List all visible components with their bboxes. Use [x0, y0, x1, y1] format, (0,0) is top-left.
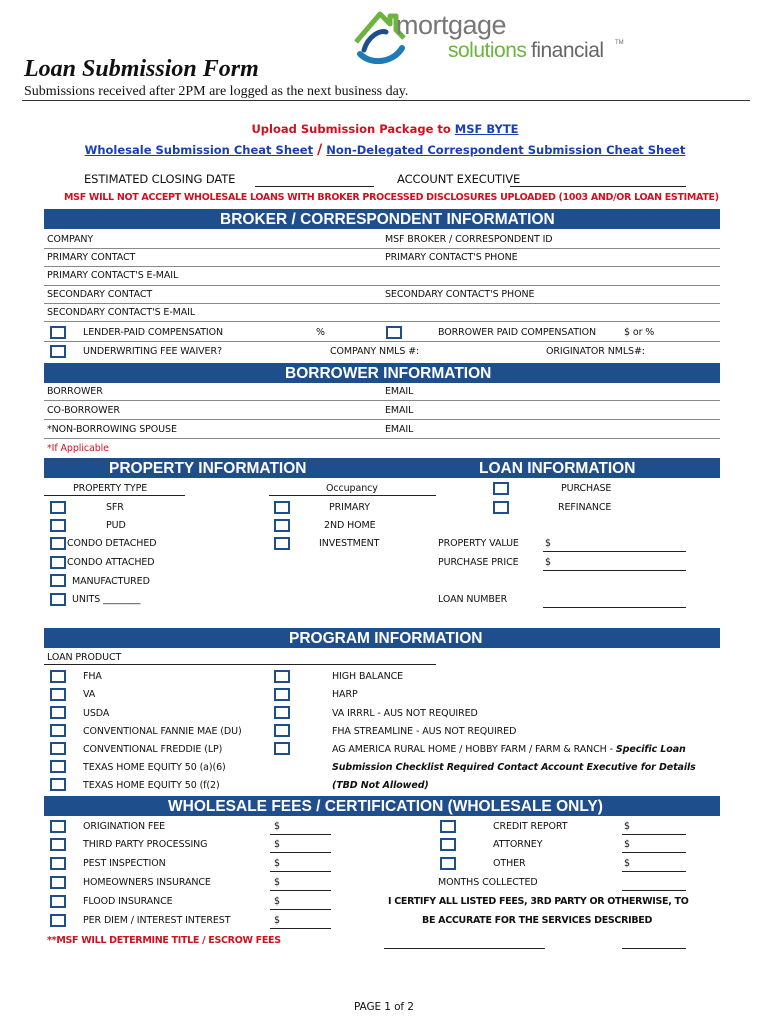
property-type-label: PROPERTY TYPE: [73, 483, 148, 494]
flood-insurance-checkbox[interactable]: [50, 895, 66, 908]
pest-inspection-checkbox[interactable]: [50, 857, 66, 870]
product-harp: HARP: [332, 689, 358, 700]
property-heading: PROPERTY INFORMATION: [109, 460, 307, 477]
occupancy-underline: [269, 495, 436, 496]
row-divider: [44, 266, 720, 267]
credit-report-field[interactable]: [622, 834, 686, 835]
per-diem-checkbox[interactable]: [50, 914, 66, 927]
purchase-price-label: PURCHASE PRICE: [438, 557, 519, 568]
primary-occupancy-checkbox[interactable]: [274, 501, 290, 514]
loan-number-field[interactable]: [543, 607, 686, 608]
ag-america-note: Submission Checklist Required Contact Account Executive for Details: [332, 762, 696, 773]
link-separator: /: [317, 142, 323, 158]
originator-nmls-field[interactable]: ORIGINATOR NMLS#:: [546, 346, 645, 357]
msf-byte-link[interactable]: MSF BYTE: [454, 122, 519, 136]
other-fee-checkbox[interactable]: [440, 857, 456, 870]
account-executive-label: ACCOUNT EXECUTIVE: [397, 172, 521, 186]
third-party-processing-field[interactable]: [270, 852, 331, 853]
company-field[interactable]: COMPANY: [47, 234, 94, 245]
property-type-units: UNITS ________: [72, 594, 141, 605]
texas-a6-checkbox[interactable]: [50, 760, 66, 773]
occupancy-2nd-home: 2ND HOME: [324, 520, 376, 531]
secondary-phone-field[interactable]: SECONDARY CONTACT'S PHONE: [385, 289, 535, 300]
uw-fee-waiver-label: UNDERWRITING FEE WAIVER?: [83, 346, 222, 357]
upload-prefix: Upload Submission Package to: [251, 122, 455, 136]
co-borrower-field[interactable]: CO-BORROWER: [47, 405, 120, 416]
cheat-sheet-line: [0, 142, 770, 158]
fha-streamline-checkbox[interactable]: [274, 724, 290, 737]
fee-origination: ORIGINATION FEE: [83, 821, 166, 832]
occupancy-primary: PRIMARY: [329, 502, 370, 513]
date-line[interactable]: [622, 948, 686, 949]
signature-line[interactable]: [384, 948, 545, 949]
product-texas-f2: TEXAS HOME EQUITY 50 (f(2): [83, 780, 220, 791]
loan-number-label: LOAN NUMBER: [438, 594, 508, 605]
row-divider: [44, 400, 720, 401]
nbs-email-field[interactable]: EMAIL: [385, 424, 414, 435]
secondary-email-field[interactable]: SECONDARY CONTACT'S E-MAIL: [47, 307, 196, 318]
occupancy-investment: INVESTMENT: [319, 538, 380, 549]
origination-fee-checkbox[interactable]: [50, 820, 66, 833]
loan-purpose-purchase: PURCHASE: [561, 483, 612, 494]
occupancy-label: Occupancy: [326, 483, 378, 494]
company-logo: [350, 8, 630, 64]
loan-product-underline: [44, 664, 436, 665]
third-party-processing-dollar: $: [274, 839, 280, 850]
row-divider: [44, 341, 720, 342]
row-divider: [44, 438, 720, 439]
header-rule: [22, 100, 750, 101]
row-divider: [44, 419, 720, 420]
second-home-checkbox[interactable]: [274, 519, 290, 532]
attorney-field[interactable]: [622, 852, 686, 853]
broker-disclosure-notice: MSF WILL NOT ACCEPT WHOLESALE LOANS WITH BROKER PROCESSED DISCLOSURES UPLOADED (1003 AND/OR LOAN ESTIMATE): [64, 192, 719, 203]
page-number: PAGE 1 of 2: [354, 1001, 414, 1013]
third-party-processing-checkbox[interactable]: [50, 838, 66, 851]
loan-heading: LOAN INFORMATION: [479, 460, 636, 477]
uw-fee-waiver-checkbox[interactable]: [50, 345, 66, 358]
property-type-underline: [44, 495, 185, 496]
per-diem-dollar: $: [274, 915, 280, 926]
per-diem-field[interactable]: [270, 928, 331, 929]
product-va-irrrl: VA IRRRL - AUS NOT REQUIRED: [332, 708, 478, 719]
va-checkbox[interactable]: [50, 688, 66, 701]
purchase-price-dollar: $: [545, 557, 551, 568]
secondary-contact-field[interactable]: SECONDARY CONTACT: [47, 289, 153, 300]
program-section-header: PROGRAM INFORMATION: [44, 628, 720, 648]
product-va: VA: [83, 689, 96, 700]
fee-attorney: ATTORNEY: [493, 839, 543, 850]
homeowners-insurance-field[interactable]: [270, 890, 331, 891]
investment-checkbox[interactable]: [274, 537, 290, 550]
fannie-mae-checkbox[interactable]: [50, 724, 66, 737]
product-fha-streamline: FHA STREAMLINE - AUS NOT REQUIRED: [332, 726, 517, 737]
estimated-closing-label: ESTIMATED CLOSING DATE: [84, 172, 236, 186]
row-divider: [44, 285, 720, 286]
lender-paid-percent: %: [316, 327, 325, 338]
product-freddie: CONVENTIONAL FREDDIE (LP): [83, 744, 223, 755]
row-divider: [44, 321, 720, 322]
borrower-email-field[interactable]: EMAIL: [385, 386, 414, 397]
months-collected-field[interactable]: [622, 890, 686, 891]
account-executive-field[interactable]: [510, 186, 686, 187]
borrower-paid-unit: $ or %: [624, 327, 655, 338]
non-borrowing-spouse-field[interactable]: *NON-BORROWING SPOUSE: [47, 424, 177, 435]
other-fee-field[interactable]: [622, 871, 686, 872]
title-escrow-note: **MSF WILL DETERMINE TITLE / ESCROW FEES: [47, 935, 281, 946]
property-type-condo-attached: CONDO ATTACHED: [67, 557, 155, 568]
loan-product-label: LOAN PRODUCT: [47, 652, 122, 663]
certification-line-2: BE ACCURATE FOR THE SERVICES DESCRIBED: [422, 915, 653, 926]
upload-line: [0, 122, 770, 136]
other-fee-dollar: $: [624, 858, 630, 869]
lender-paid-label: LENDER-PAID COMPENSATION: [83, 327, 224, 338]
logo-word-solutions: solutions: [448, 39, 527, 62]
product-ag-america: AG AMERICA RURAL HOME / HOBBY FARM / FARM & RANCH - Specific Loan: [332, 744, 686, 755]
page-subtitle: Submissions received after 2PM are logged as the next business day.: [24, 84, 409, 99]
wholesale-cheat-sheet-link[interactable]: Wholesale Submission Cheat Sheet: [84, 143, 314, 157]
page-title: Loan Submission Form: [24, 56, 259, 82]
borrower-section-header: BORROWER INFORMATION: [44, 363, 720, 383]
property-type-condo-detached: CONDO DETACHED: [67, 538, 157, 549]
property-type-sfr: SFR: [106, 502, 124, 513]
sfr-checkbox[interactable]: [50, 501, 66, 514]
company-nmls-field[interactable]: COMPANY NMLS #:: [330, 346, 420, 357]
fee-flood-insurance: FLOOD INSURANCE: [83, 896, 173, 907]
property-value-field[interactable]: [543, 551, 686, 552]
row-divider: [44, 303, 720, 304]
freddie-checkbox[interactable]: [50, 742, 66, 755]
fee-third-party-processing: THIRD PARTY PROCESSING: [83, 839, 208, 850]
fee-other: OTHER: [493, 858, 526, 869]
origination-fee-field[interactable]: [270, 834, 331, 835]
attorney-checkbox[interactable]: [440, 838, 456, 851]
property-type-pud: PUD: [106, 520, 126, 531]
credit-report-dollar: $: [624, 821, 630, 832]
product-texas-a6: TEXAS HOME EQUITY 50 (a)(6): [83, 762, 226, 773]
ag-america-checkbox[interactable]: [274, 742, 290, 755]
msf-broker-id-field[interactable]: MSF BROKER / CORRESPONDENT ID: [385, 234, 553, 245]
borrower-paid-checkbox[interactable]: [386, 326, 402, 339]
months-collected-label: MONTHS COLLECTED: [438, 877, 538, 888]
property-value-label: PROPERTY VALUE: [438, 538, 519, 549]
pest-inspection-dollar: $: [274, 858, 280, 869]
condo-attached-checkbox[interactable]: [50, 556, 66, 569]
harp-checkbox[interactable]: [274, 688, 290, 701]
logo-word-mortgage: mortgage: [396, 10, 507, 40]
property-type-manufactured: MANUFACTURED: [72, 576, 150, 587]
texas-f2-checkbox[interactable]: [50, 778, 66, 791]
manufactured-checkbox[interactable]: [50, 574, 66, 587]
product-fannie-mae: CONVENTIONAL FANNIE MAE (DU): [83, 726, 242, 737]
fee-pest-inspection: PEST INSPECTION: [83, 858, 166, 869]
condo-detached-checkbox[interactable]: [50, 537, 66, 550]
co-borrower-email-field[interactable]: EMAIL: [385, 405, 414, 416]
estimated-closing-field[interactable]: [255, 186, 374, 187]
usda-checkbox[interactable]: [50, 706, 66, 719]
borrower-paid-label: BORROWER PAID COMPENSATION: [438, 327, 596, 338]
primary-phone-field[interactable]: PRIMARY CONTACT'S PHONE: [385, 252, 518, 263]
pest-inspection-field[interactable]: [270, 871, 331, 872]
loan-purpose-refinance: REFINANCE: [558, 502, 612, 513]
fee-credit-report: CREDIT REPORT: [493, 821, 568, 832]
if-applicable-note: *If Applicable: [47, 443, 109, 454]
borrower-field[interactable]: BORROWER: [47, 386, 103, 397]
pud-checkbox[interactable]: [50, 519, 66, 532]
refinance-checkbox[interactable]: [493, 501, 509, 514]
primary-contact-field[interactable]: PRIMARY CONTACT: [47, 252, 136, 263]
purchase-checkbox[interactable]: [493, 482, 509, 495]
fha-checkbox[interactable]: [50, 670, 66, 683]
primary-email-field[interactable]: PRIMARY CONTACT'S E-MAIL: [47, 270, 179, 281]
flood-insurance-field[interactable]: [270, 909, 331, 910]
fee-per-diem: PER DIEM / INTEREST INTEREST: [83, 915, 231, 926]
product-fha: FHA: [83, 671, 102, 682]
certification-line-1: I CERTIFY ALL LISTED FEES, 3RD PARTY OR OTHERWISE, TO: [388, 896, 689, 907]
logo-trademark: TM: [615, 40, 624, 46]
flood-insurance-dollar: $: [274, 896, 280, 907]
product-usda: USDA: [83, 708, 110, 719]
fee-homeowners-insurance: HOMEOWNERS INSURANCE: [83, 877, 211, 888]
credit-report-checkbox[interactable]: [440, 820, 456, 833]
ag-america-note-tbd: (TBD Not Allowed): [332, 780, 429, 791]
correspondent-cheat-sheet-link[interactable]: Non-Delegated Correspondent Submission Cheat Sheet: [326, 143, 686, 157]
origination-fee-dollar: $: [274, 821, 280, 832]
logo-word-financial: financial: [531, 39, 604, 62]
purchase-price-field[interactable]: [543, 570, 686, 571]
fees-section-header: WHOLESALE FEES / CERTIFICATION (WHOLESALE ONLY): [44, 796, 720, 816]
product-high-balance: HIGH BALANCE: [332, 671, 404, 682]
homeowners-insurance-checkbox[interactable]: [50, 876, 66, 889]
property-loan-section-header: [44, 458, 720, 478]
broker-section-header: BROKER / CORRESPONDENT INFORMATION: [44, 209, 720, 229]
units-checkbox[interactable]: [50, 593, 66, 606]
row-divider: [44, 248, 720, 249]
high-balance-checkbox[interactable]: [274, 670, 290, 683]
attorney-dollar: $: [624, 839, 630, 850]
homeowners-insurance-dollar: $: [274, 877, 280, 888]
lender-paid-checkbox[interactable]: [50, 326, 66, 339]
property-value-dollar: $: [545, 538, 551, 549]
va-irrrl-checkbox[interactable]: [274, 706, 290, 719]
